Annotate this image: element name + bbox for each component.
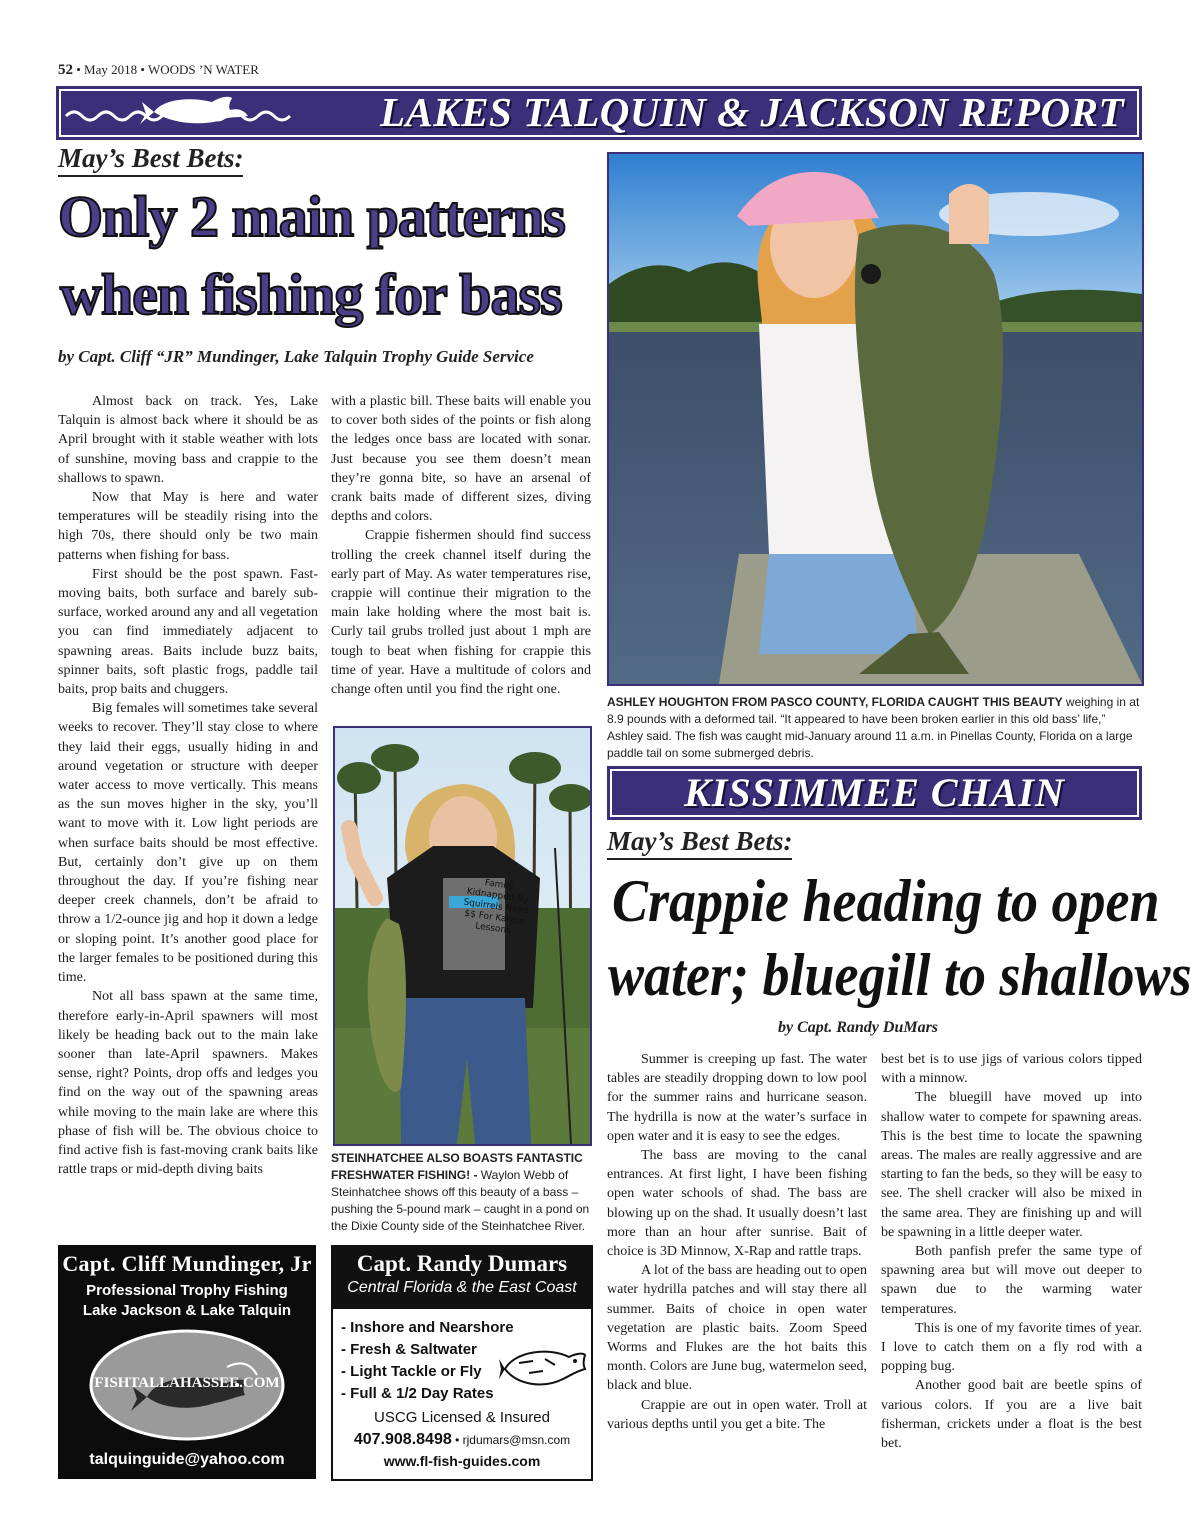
ad2-service-item: - Full & 1/2 Day Rates	[341, 1385, 494, 1402]
ad2-website[interactable]: www.fl-fish-guides.com	[383, 1453, 541, 1469]
photo-woman-caption	[607, 694, 1142, 762]
ad-randy-dumars	[331, 1245, 593, 1481]
ad2-email: • rjdumars@msn.com	[451, 1433, 571, 1447]
article1-column-1	[58, 392, 318, 1237]
article2-headline-line1: Crappie heading to open	[612, 868, 1160, 934]
ad2-phone: 407.908.8498	[353, 1431, 452, 1448]
bass-wave-logo-icon	[62, 92, 292, 134]
ad2-service-item: - Fresh & Saltwater	[341, 1341, 477, 1358]
boy-shirt-text: Family Kidnapped By Squirrels Need $$ For Karate Lessons	[462, 878, 530, 937]
banner-title: LAKES TALQUIN & JACKSON REPORT	[379, 89, 1124, 135]
photo-boy-caption	[331, 1150, 591, 1235]
ad1-title: Capt. Cliff Mundinger, Jr	[62, 1251, 312, 1276]
article2-paragraph: This is one of my favorite times of year. I love to catch them on a fly rod with a popping bug.	[881, 1320, 1142, 1375]
page-number: 52	[58, 62, 73, 78]
ad2-services-list	[341, 1317, 514, 1405]
photo-woman-caption-lead: ASHLEY HOUGHTON FROM PASCO COUNTY, FLORIDA CAUGHT THIS BEAUTY	[607, 695, 1063, 709]
article1-kicker: May’s Best Bets:	[58, 143, 243, 177]
article2-paragraph: Another good bait are beetle spins of various colors. If you are a live bait fisherman, crickets under a float is the best bet.	[881, 1378, 1142, 1452]
folio-text: • May 2018 • WOODS ’N WATER	[73, 62, 259, 77]
ad2-header	[333, 1247, 591, 1309]
article2-headline-line2: water; bluegill to shallows	[608, 942, 1192, 1008]
photo-woman-caption-text: weighing in at 8.9 pounds with a deformed tail. “It appeared to have been broken earlier in this old bass’ life,” Ashley said. The fish was caught mid-January around 11 a.m. in Pinellas County, Florida on a large paddle tail on some submerged debris.	[607, 695, 1140, 760]
kissimmee-banner-title: KISSIMMEE CHAIN	[684, 770, 1065, 815]
article2-paragraph: The bluegill have moved up into shallow water to compete for spawning areas. This is the best time to locate the spawning areas. The males are really aggressive and are starting to fan the beds, so they will be easy to see. The shell cracker will also be mixed in the same area. They are finishing up and will be spawning in a little deeper water.	[881, 1090, 1142, 1240]
photo-boy-caption-text: Waylon Webb of Steinhatchee shows off this beauty of a bass – pushing the 5-pound mark – caught in a pond on the Dixie County side of the Steinhatchee River.	[331, 1168, 590, 1233]
article2-paragraph: A lot of the bass are heading out to open water hydrilla patches and will stay there all summer. Baits of choice in open water vegetation are plastic baits. Zoom Speed Worms and Flukes are the hot baits this month. Colors are June bug, watermelon seed, black and blue.	[607, 1263, 867, 1394]
photo-woman-with-bass	[607, 152, 1144, 686]
ad1-logo-text: FISHTALLAHASSEE.COM	[94, 1375, 280, 1391]
ad1-line-1: Professional Trophy Fishing	[86, 1282, 288, 1299]
ad2-title: Capt. Randy Dumars	[356, 1251, 568, 1276]
ad-cliff-mundinger	[58, 1245, 316, 1479]
article1-paragraph-continued: with a plastic bill. These baits will enable you to cover both sides of the points or fish along the ledges once bass are located with sonar. Just because you see them doesn’t mean they’re gonna bite, so have an arsenal of crank baits made of different sizes, diving depths and colors.	[331, 394, 591, 525]
photo-boy-illustration	[335, 728, 590, 1144]
kissimmee-banner	[607, 766, 1142, 820]
article1-paragraph: Almost back on track. Yes, Lake Talquin is almost back where it should be as April brought with it stable weather with lots of sunshine, moving bass and crappie to the shallows to spawn.	[58, 394, 318, 486]
page-folio	[58, 62, 259, 79]
article1-headline-line1: Only 2 main patterns	[58, 184, 565, 249]
bass-fish-icon	[499, 1339, 589, 1399]
article1-paragraph: First should be the post spawn. Fast-moving baits, both surface and barely sub-surface, worked around any and all vegetation you can find immediately adjacent to spawning areas. Baits include buzz baits, spinner baits, soft plastic frogs, paddle tail baits, prop baits and chuggers.	[58, 566, 318, 698]
article1-paragraph: Crappie fishermen should find success trolling the creek channel itself during the early part of May. As water temperatures rise, crappie will continue their migration to the main lake holding where the most bait is. Curly tail grubs trolled just about 1 mph are tough to beat when fishing for crappie this time of year. Have a multitude of colors and change often until you find the right one.	[331, 528, 591, 698]
article2-paragraph: Crappie are out in open water. Troll at various depths until you get a bite. The	[607, 1397, 867, 1432]
article1-paragraph: Not all bass spawn at the same time, therefore early-in-April spawners will most likely be heading back out to the main lake sooner than late-April spawners. Makes sense, right? Points, drop offs and ledges you find on the way out of the spawning areas while moving to the main lake are where this phase of fish will be. The obvious choice to find active fish is fast-moving crank baits like rattle traps or mid-depth diving baits	[58, 989, 318, 1178]
article1-byline: by Capt. Cliff “JR” Mundinger, Lake Talquin Trophy Guide Service	[58, 347, 534, 366]
ad1-line-2: Lake Jackson & Lake Talquin	[82, 1302, 292, 1319]
ad2-service-item: - Inshore and Nearshore	[341, 1319, 514, 1336]
article2-kicker: May’s Best Bets:	[607, 826, 792, 860]
article2-paragraph: Summer is creeping up fast. The water tables are steadily dropping down to low pool for the summer rains and hurricane season. The hydrilla is now at the water’s surface in open water and it is easy to see the edges.	[607, 1052, 867, 1144]
article2-paragraph: Both panfish prefer the same type of spawning area but will move out deeper to spawn due to the warming water temperatures.	[881, 1244, 1142, 1317]
article2-paragraph: The bass are moving to the canal entrances. At first light, I have been fishing open water schools of shad. The bass are blowing up on the shad. It usually doesn’t last more than an hour after sunrise. Bait of choice is 3D Minnow, X-Rap and rattle traps.	[607, 1148, 867, 1260]
article1-column-2	[331, 392, 591, 722]
section-banner	[56, 86, 1142, 140]
ad2-service-item: - Light Tackle or Fly	[341, 1363, 482, 1380]
article2-column-2	[881, 1050, 1142, 1490]
article2-paragraph-continued: best bet is to use jigs of various colors tipped with a minnow.	[881, 1052, 1142, 1087]
article1-paragraph: Now that May is here and water temperatures will be steadily rising into the high 70s, there should only be two main patterns when fishing for bass.	[58, 490, 318, 563]
photo-boy-caption-lead: STEINHATCHEE ALSO BOASTS FANTASTIC FRESHWATER FISHING! -	[331, 1151, 583, 1182]
article2-byline: by Capt. Randy DuMars	[778, 1019, 939, 1036]
ad1-email: talquinguide@yahoo.com	[89, 1451, 285, 1468]
article1-headline-line2: when fishing for bass	[60, 262, 562, 327]
article2-column-1	[607, 1050, 867, 1490]
article1-paragraph: Big females will sometimes take several weeks to recover. They’ll stay close to where they laid their eggs, usually hiding in and around vegetation or structure with deeper water access to move vertically. This means as the sun moves higher in the sky, you’ll want to move with it. Low light periods are when surface baits should be most effective. But, certainly don’t give up on them throughout the day. If you’re fishing near deeper creek channels, don’t be afraid to throw a 1/2-ounce jig and hop it down a ledge or sloping point. It’s another good place for the larger females to be positioned during this time.	[58, 701, 318, 986]
ad2-license: USCG Licensed & Insured	[374, 1409, 550, 1426]
ad2-subtitle: Central Florida & the East Coast	[347, 1279, 577, 1296]
photo-woman-illustration	[609, 154, 1142, 684]
photo-boy-with-bass	[333, 726, 592, 1146]
ad2-contact	[333, 1431, 591, 1449]
